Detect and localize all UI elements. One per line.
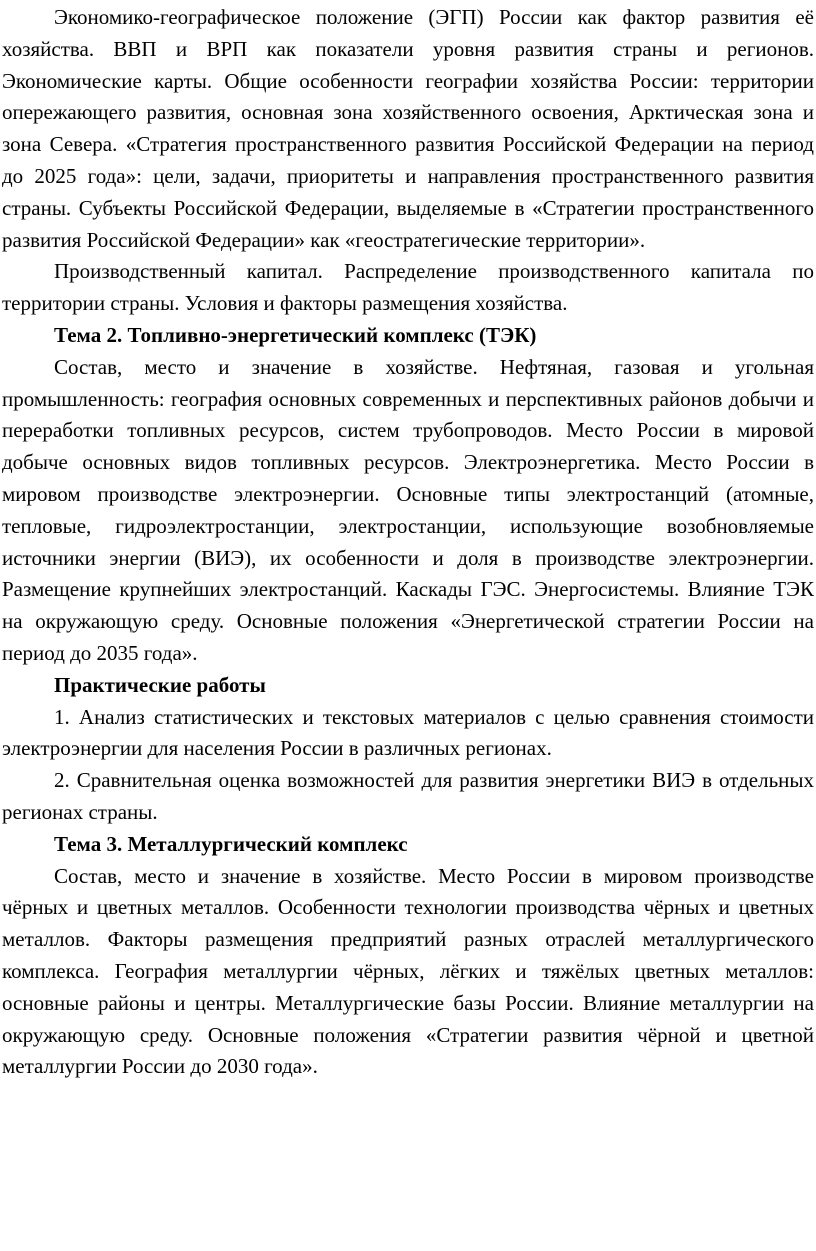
paragraph-tek: Состав, место и значение в хозяйстве. Нефтяная, газовая и угольная промышленность: география основных современных и перспективных районов добычи и переработки топливных ресурсов, систем трубопроводов. Место России в мировой добыче основных видов топливных ресурсов. Электроэнергетика. Место России в мировом производстве электроэнергии. Основные типы электростанций (атомные, тепловые, гидроэлектростанции, электростанции, использующие возобновляемые источники энергии (ВИЭ), их особенности и доля в производстве электроэнергии. Размещение крупнейших электростанций. Каскады ГЭС. Энергосистемы. Влияние ТЭК на окружающую среду. Основные положения «Энергетической стратегии России на период до 2035 года». — [2, 354, 814, 665]
practical-work-1: 1. Анализ статистических и текстовых материалов с целью сравнения стоимости электроэнергии для населения России в различных регионах. — [2, 704, 814, 761]
paragraph-egp: Экономико-географическое положение (ЭГП) России как фактор развития её хозяйства. ВВП и ВРП как показатели уровня развития страны и регионов. Экономические карты. Общие особенности географии хозяйства России: территории опережающего развития, основная зона хозяйственного освоения, Арктическая зона и зона Севера. «Стратегия пространственного развития Российской Федерации на период до 2025 года»: цели, задачи, приоритеты и направления пространственного развития страны. Субъекты Российской Федерации, выделяемые в «Стратегии пространственного развития Российской Федерации» как «геостратегические территории». — [2, 5, 814, 252]
heading-topic-2: Тема 2. Топливно-энергетический комплекс (ТЭК) — [54, 322, 537, 347]
paragraph-metallurgy: Состав, место и значение в хозяйстве. Место России в мировом производстве чёрных и цветных металлов. Особенности технологии производства чёрных и цветных металлов. Факторы размещения предприятий разных отраслей металлургического комплекса. География металлургии чёрных, лёгких и тяжёлых цветных металлов: основные районы и центры. Металлургические базы России. Влияние металлургии на окружающую среду. Основные положения «Стратегии развития чёрной и цветной металлургии России до 2030 года». — [2, 863, 814, 1079]
heading-topic-3: Тема 3. Металлургический комплекс — [54, 831, 408, 856]
heading-practical-works: Практические работы — [54, 672, 266, 697]
practical-work-2: 2. Сравнительная оценка возможностей для развития энергетики ВИЭ в отдельных регионах страны. — [2, 768, 814, 824]
paragraph-capital: Производственный капитал. Распределение производственного капитала по территории страны. Условия и факторы размещения хозяйства. — [2, 259, 814, 316]
